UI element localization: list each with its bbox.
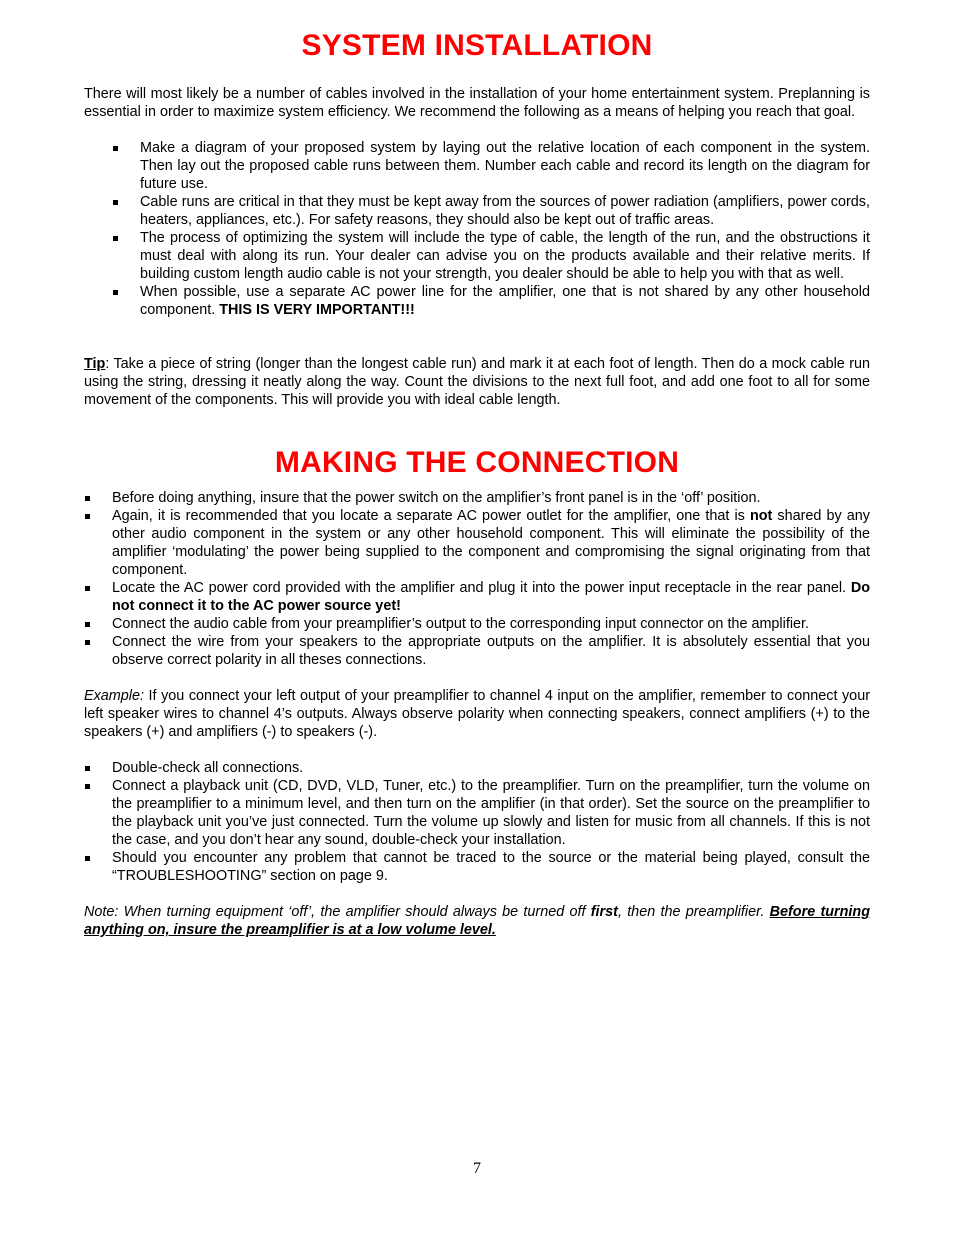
tip-label: Tip <box>84 356 106 372</box>
document-page <box>84 28 870 939</box>
bullet-icon <box>113 236 118 241</box>
example-label: Example: <box>84 688 144 704</box>
installation-list <box>84 139 870 319</box>
tip-paragraph: Tip: Take a piece of string (longer than the longest cable run) and mark it at each foot of length. Then do a mock cable run using the string, dressing it neatly along the way. Count the divisions to the next full foot, and add one foot to all for some movement of the components. This will provide you with ideal cable length. <box>84 356 870 408</box>
bullet-icon <box>85 766 90 771</box>
bullet-icon <box>85 496 90 501</box>
section-title-making-connection: MAKING THE CONNECTION <box>274 446 680 479</box>
bullet-icon <box>85 586 90 591</box>
list-item: When possible, use a separate AC power line for the amplifier, one that is not shared by any other household component. THIS IS VERY IMPORTANT!!! <box>84 283 870 319</box>
bullet-icon <box>85 640 90 645</box>
bullet-icon <box>113 200 118 205</box>
bullet-icon <box>85 856 90 861</box>
list-item: The process of optimizing the system will include the type of cable, the length of the run, and the obstructions it must deal with along its run. Your dealer can advise you on the products available and their relative merits. If building custom length audio cable is not your strength, you dealer should be able to help you with that as well. <box>84 229 870 283</box>
bullet-icon <box>85 784 90 789</box>
section-title-system-installation: SYSTEM INSTALLATION <box>301 29 653 62</box>
list-item: Before doing anything, insure that the power switch on the amplifier’s front panel is in the ‘off’ position. <box>84 489 870 507</box>
checklist <box>84 759 870 885</box>
list-item: Should you encounter any problem that cannot be traced to the source or the material being played, consult the “TROUBLESHOOTING” section on page 9. <box>84 849 870 885</box>
connection-list <box>84 489 870 669</box>
example-paragraph: Example: If you connect your left output of your preamplifier to channel 4 input on the amplifier, remember to connect your left speaker wires to channel 4’s outputs. Always observe polarity when connecting speakers, connect amplifiers (+) to the speakers (+) and amplifiers (-) to speakers (-). <box>84 688 870 740</box>
bullet-icon <box>85 622 90 627</box>
page-number: 7 <box>473 1160 481 1177</box>
list-item: Again, it is recommended that you locate a separate AC power outlet for the amplifier, one that is not shared by any other audio component in the system or any other household component. This will eliminate the possibility of the amplifier ‘modulating’ the power being supplied to the component and compromising the signal originating from that component. <box>84 507 870 579</box>
list-item: Connect a playback unit (CD, DVD, VLD, Tuner, etc.) to the preamplifier. Turn on the preamplifier, turn the volume on the preamplifier to a minimum level, and then turn on the amplifier (in that order). Set the source on the preamplifier to the playback unit you’ve just connected. Turn the volume up slowly and listen for music from all channels. If this is not the case, and you don’t hear any sound, double-check your installation. <box>84 777 870 849</box>
list-item: Cable runs are critical in that they must be kept away from the sources of power radiation (amplifiers, power cords, heaters, appliances, etc.). For safety reasons, they should also be kept out of traffic areas. <box>84 193 870 229</box>
bullet-icon <box>85 514 90 519</box>
list-item: Double-check all connections. <box>84 759 870 777</box>
intro-paragraph: There will most likely be a number of cables involved in the installation of your home entertainment system. Preplanning is essential in order to maximize system efficiency. We recommend the following as a means of helping you reach that goal. <box>84 86 870 120</box>
bullet-icon <box>113 290 118 295</box>
important-warning: THIS IS VERY IMPORTANT!!! <box>219 302 415 318</box>
bullet-icon <box>113 146 118 151</box>
list-item: Connect the wire from your speakers to the appropriate outputs on the amplifier. It is absolutely essential that you observe correct polarity in all theses connections. <box>84 633 870 669</box>
list-item: Connect the audio cable from your preamplifier’s output to the corresponding input connector on the amplifier. <box>84 615 870 633</box>
note-paragraph: Note: When turning equipment ‘off’, the amplifier should always be turned off first, then the preamplifier. Before turning anything on, insure the preamplifier is at a low volume level. <box>84 904 870 938</box>
list-item: Locate the AC power cord provided with the amplifier and plug it into the power input receptacle in the rear panel. Do not connect it to the AC power source yet! <box>84 579 870 615</box>
note-warning: Before turning anything on, insure the preamplifier is at a low volume level. <box>84 904 870 938</box>
list-item: Make a diagram of your proposed system by laying out the relative location of each component in the system. Then lay out the proposed cable runs between them. Number each cable and record its length on the diagram for future use. <box>84 139 870 193</box>
